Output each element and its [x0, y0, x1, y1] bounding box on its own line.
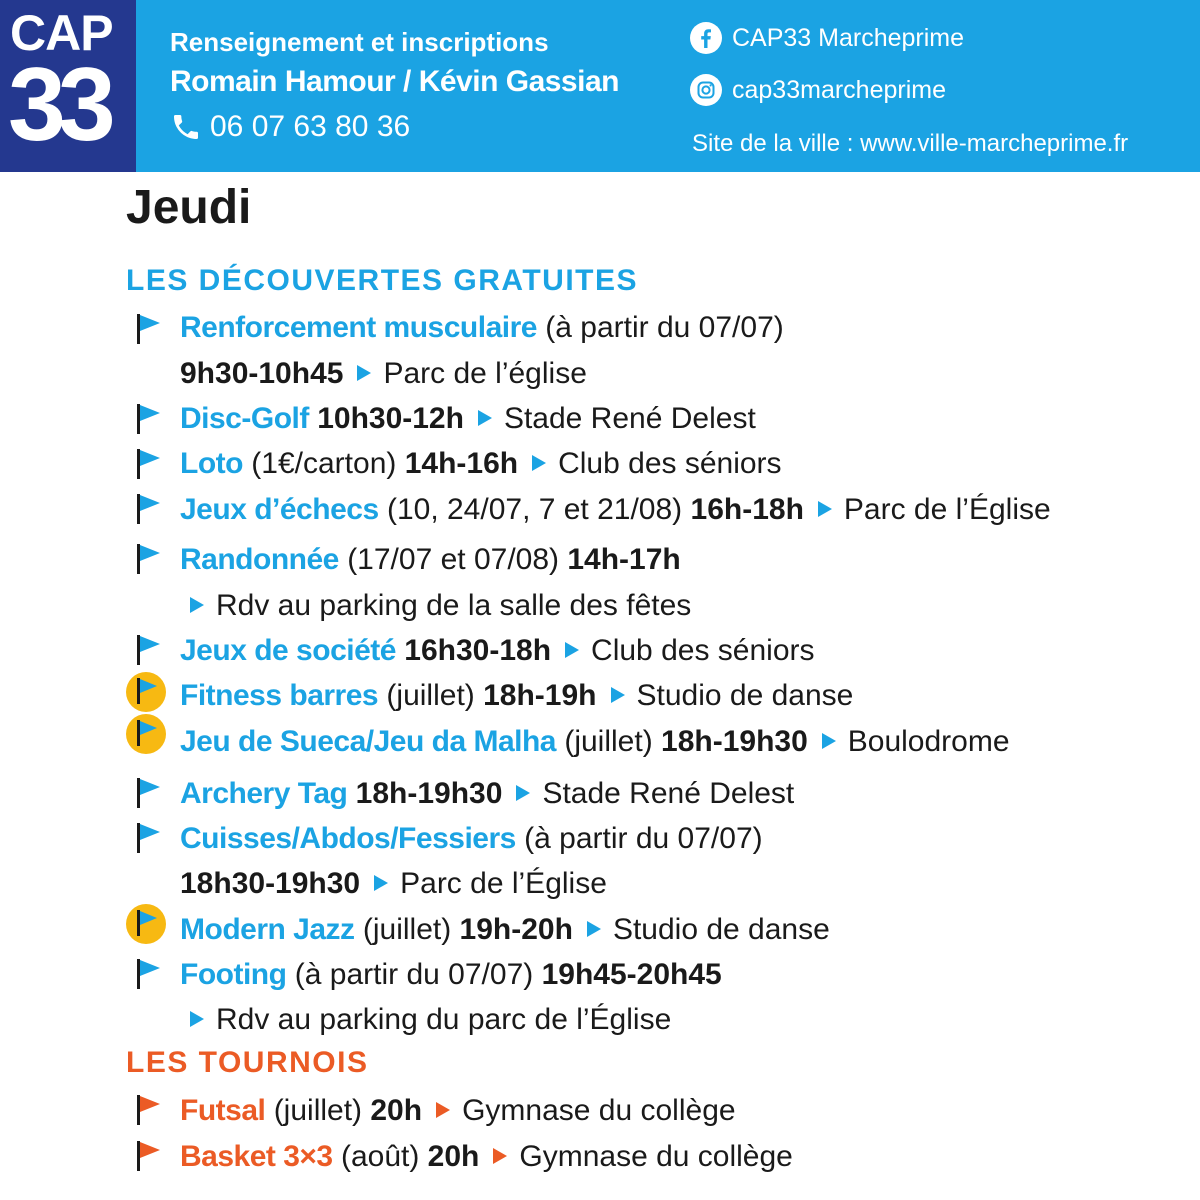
activity-place: Parc de l’Église	[843, 493, 1051, 526]
section-title-discoveries: LES DÉCOUVERTES GRATUITES	[126, 264, 638, 297]
play-arrow-icon	[818, 501, 832, 517]
tournament-note: (juillet)	[265, 1094, 371, 1127]
header-banner	[0, 0, 1200, 172]
activity-name: Renforcement musculaire	[180, 311, 537, 344]
tournament-row	[180, 1137, 793, 1177]
activity-name: Archery Tag	[180, 777, 348, 810]
play-arrow-icon	[374, 875, 388, 891]
activity-row	[180, 490, 1051, 530]
logo-number: 33	[8, 47, 108, 163]
facebook-label: CAP33 Marcheprime	[732, 23, 965, 52]
activity-time: 19h-20h	[459, 913, 573, 946]
city-website[interactable]: Site de la ville : www.ville-marcheprime.fr	[692, 130, 1129, 157]
phone-icon	[170, 111, 202, 143]
activity-place: Stade René Delest	[542, 777, 795, 810]
play-arrow-icon	[190, 1011, 204, 1027]
activity-name: Fitness barres	[180, 679, 379, 712]
contact-names: Romain Hamour / Kévin Gassian	[170, 65, 619, 98]
phone-number: 06 07 63 80 36	[210, 110, 411, 143]
tournament-note: (août)	[332, 1140, 428, 1173]
activity-name: Jeu de Sueca/Jeu da Malha	[180, 725, 556, 758]
activity-row	[180, 308, 784, 348]
activity-row	[180, 631, 815, 671]
contact-block	[170, 24, 619, 150]
activity-row	[190, 586, 691, 626]
cap33-logo	[0, 0, 136, 172]
facebook-row[interactable]	[690, 18, 964, 58]
activity-time: 19h45-20h45	[541, 958, 722, 991]
contact-title: Renseignement et inscriptions	[170, 27, 549, 57]
activity-time: 18h-19h	[483, 679, 597, 712]
activity-time: 18h30-19h30	[180, 867, 361, 900]
facebook-icon	[690, 22, 722, 54]
activity-name: Jeux de société	[180, 634, 396, 667]
section-title-tournaments: LES TOURNOIS	[126, 1046, 369, 1079]
activity-row	[180, 354, 587, 394]
flag-icon	[135, 1093, 165, 1127]
activity-name: Jeux d’échecs	[180, 493, 379, 526]
flag-icon	[133, 717, 163, 751]
activity-place: Parc de l’église	[383, 357, 587, 390]
activity-place: Boulodrome	[847, 725, 1010, 758]
activity-note: (à partir du 07/07)	[286, 958, 542, 991]
activity-note: (juillet)	[378, 679, 484, 712]
activity-place: Club des séniors	[591, 634, 815, 667]
flag-icon	[135, 957, 165, 991]
activity-note: (à partir du 07/07)	[515, 822, 763, 855]
activity-name: Disc-Golf	[180, 402, 309, 435]
activity-place: Studio de danse	[636, 679, 854, 712]
flag-icon	[133, 675, 163, 709]
flag-icon	[135, 542, 165, 576]
activity-name: Cuisses/Abdos/Fessiers	[180, 822, 516, 855]
play-arrow-icon	[822, 733, 836, 749]
activity-place: Studio de danse	[612, 913, 830, 946]
play-arrow-icon	[565, 642, 579, 658]
activity-time: 16h-18h	[690, 493, 804, 526]
activity-time: 14h-17h	[567, 543, 681, 576]
activity-time: 10h30-12h	[308, 402, 464, 435]
contact-phone	[170, 104, 619, 150]
play-arrow-icon	[493, 1148, 507, 1164]
activity-note: (17/07 et 07/08)	[338, 543, 568, 576]
activity-time: 14h-16h	[404, 447, 519, 480]
flag-icon	[135, 1139, 165, 1173]
activity-time: 9h30-10h45	[180, 357, 344, 390]
flag-icon	[135, 492, 165, 526]
activity-time: 18h-19h30	[661, 725, 808, 758]
activity-note: (juillet)	[556, 725, 662, 758]
activity-place: Rdv au parking de la salle des fêtes	[216, 589, 692, 622]
activity-note: (juillet)	[354, 913, 460, 946]
flag-icon	[135, 776, 165, 810]
activity-place: Rdv au parking du parc de l’Église	[216, 1003, 672, 1036]
activity-note: (1€/carton)	[242, 447, 405, 480]
activity-note: (10, 24/07, 7 et 21/08)	[378, 493, 691, 526]
flag-icon	[135, 402, 165, 436]
instagram-icon	[690, 74, 722, 106]
activity-place: Club des séniors	[558, 447, 782, 480]
play-arrow-icon	[478, 410, 492, 426]
instagram-row[interactable]	[690, 70, 964, 110]
play-arrow-icon	[611, 687, 625, 703]
play-arrow-icon	[587, 921, 601, 937]
activity-place: Parc de l’Église	[400, 867, 607, 900]
tournament-row	[180, 1091, 736, 1131]
flag-icon	[133, 907, 163, 941]
play-arrow-icon	[436, 1102, 450, 1118]
activity-row	[180, 955, 722, 995]
flag-icon	[135, 447, 165, 481]
activity-note: (à partir du 07/07)	[536, 311, 784, 344]
activity-name: Modern Jazz	[180, 913, 355, 946]
flag-icon	[135, 821, 165, 855]
play-arrow-icon	[532, 455, 546, 471]
activity-row	[180, 864, 607, 904]
play-arrow-icon	[516, 785, 530, 801]
day-title: Jeudi	[126, 181, 252, 234]
activity-time: 16h30-18h	[395, 634, 552, 667]
logo-text: CAP	[10, 5, 113, 61]
tournament-name: Futsal	[180, 1094, 266, 1127]
tournament-name: Basket 3×3	[180, 1140, 333, 1173]
flag-icon	[135, 633, 165, 667]
activity-row	[180, 676, 853, 716]
play-arrow-icon	[190, 597, 204, 613]
activity-name: Footing	[180, 958, 287, 991]
tournament-place: Gymnase du collège	[519, 1140, 793, 1173]
activity-row	[180, 819, 763, 859]
activity-name: Loto	[180, 447, 243, 480]
activity-row	[190, 1000, 671, 1040]
activity-row	[180, 540, 681, 580]
tournament-place: Gymnase du collège	[462, 1094, 736, 1127]
activity-row	[180, 444, 782, 484]
activity-row	[180, 722, 1010, 762]
flag-icon	[135, 312, 165, 346]
activity-row	[180, 774, 794, 814]
instagram-label: cap33marcheprime	[732, 75, 946, 104]
activity-time: 18h-19h30	[347, 777, 503, 810]
activity-name: Randonnée	[180, 543, 339, 576]
tournament-time: 20h	[427, 1140, 480, 1173]
activity-row	[180, 910, 830, 950]
tournament-time: 20h	[370, 1094, 423, 1127]
activity-row	[180, 399, 756, 439]
activity-place: Stade René Delest	[503, 402, 756, 435]
play-arrow-icon	[357, 365, 371, 381]
social-block	[690, 18, 964, 122]
